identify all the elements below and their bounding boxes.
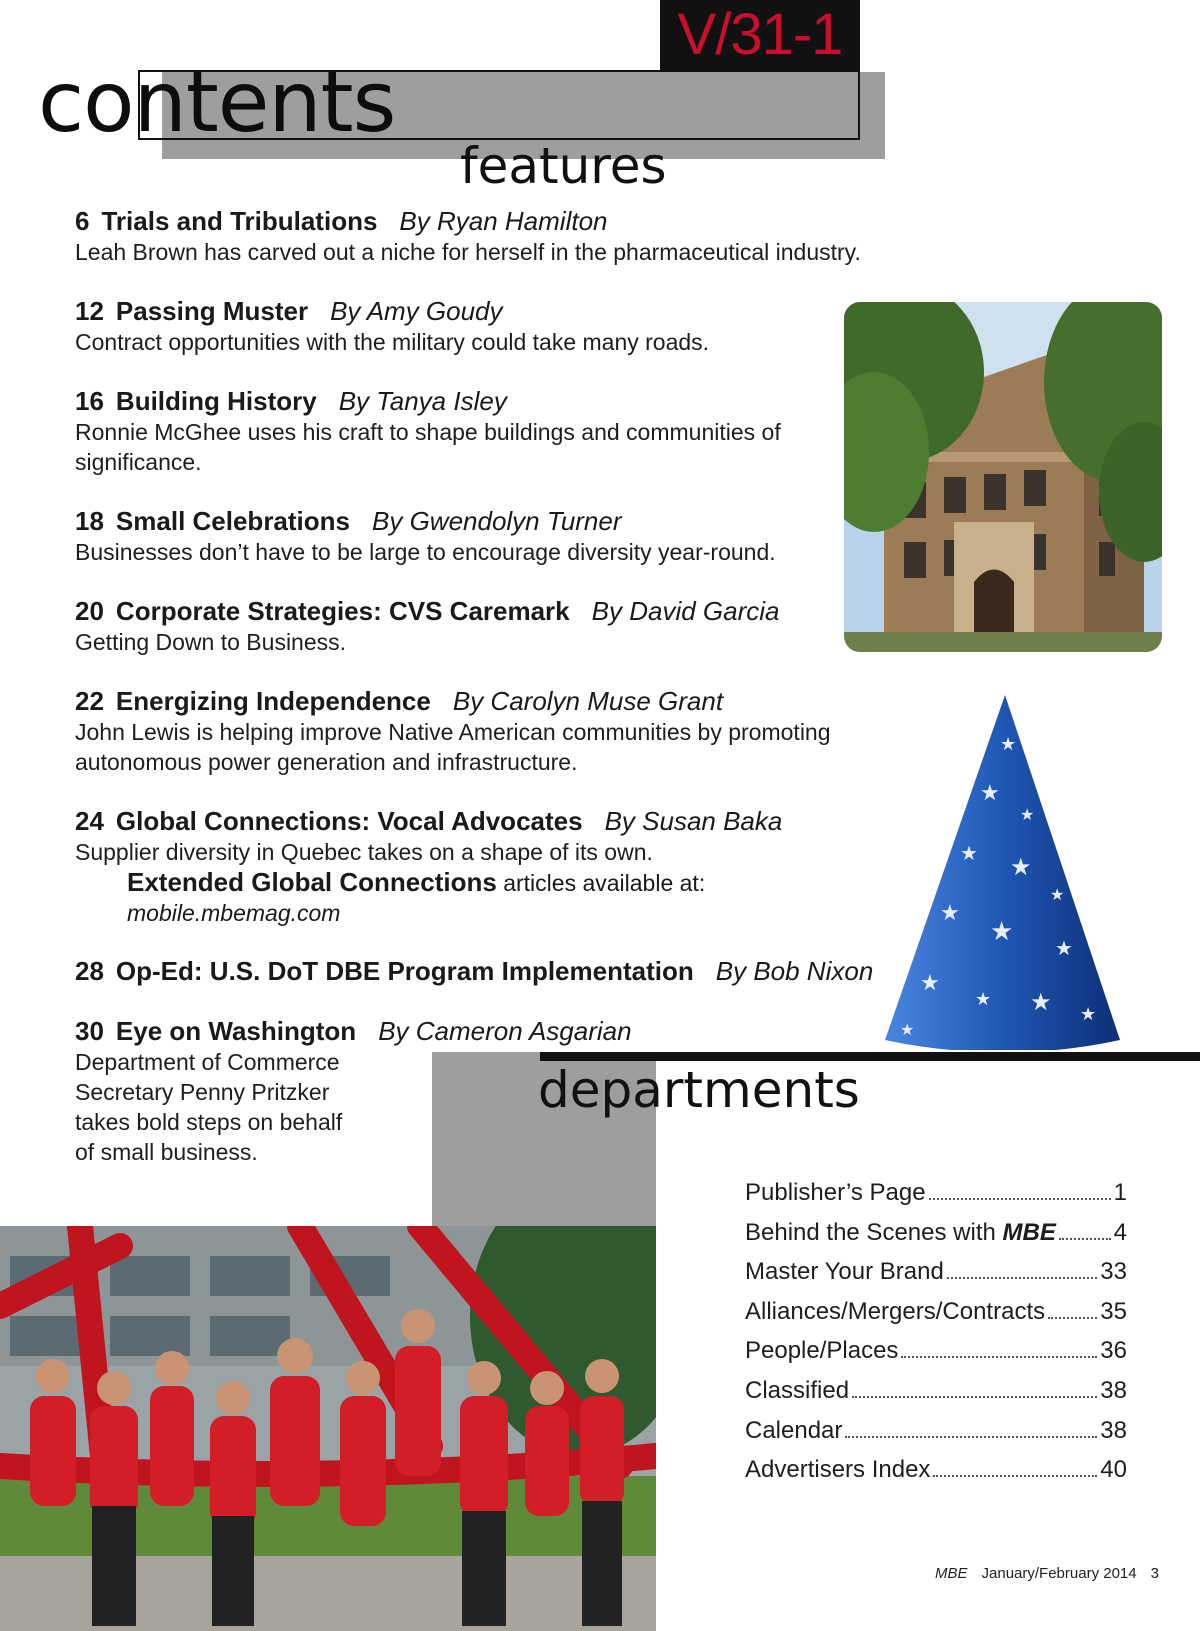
department-page: 33: [1100, 1258, 1127, 1286]
svg-text:★: ★: [1080, 1004, 1097, 1025]
footer-date: January/February 2014: [981, 1565, 1137, 1582]
department-item[interactable]: [745, 1213, 1127, 1253]
feature-page: 20: [75, 596, 104, 626]
feature-page: 24: [75, 806, 104, 836]
svg-text:★: ★: [980, 781, 1000, 806]
feature-page: 12: [75, 296, 104, 326]
feature-description: Ronnie McGhee uses his craft to shape buildings and communities of significance.: [75, 419, 781, 475]
feature-title: Small Celebrations: [115, 506, 350, 536]
feature-title: Global Connections: Vocal Advocates: [115, 806, 583, 836]
leader-dots: [845, 1435, 1097, 1438]
feature-entry[interactable]: [75, 205, 875, 267]
feature-entry[interactable]: [75, 685, 855, 777]
department-page: 1: [1113, 1179, 1127, 1206]
feature-entry[interactable]: [75, 955, 895, 987]
department-label: Advertisers Index: [745, 1456, 931, 1484]
svg-text:★: ★: [900, 1020, 915, 1039]
feature-entry[interactable]: [75, 595, 835, 657]
departments-list: [745, 1173, 1127, 1490]
feature-byline: By Gwendolyn Turner: [372, 506, 622, 536]
leader-dots: [947, 1276, 1098, 1279]
feature-description: Department of Commerce Secretary Penny Pritzker takes bold steps on behalf of small business.: [75, 1049, 343, 1165]
department-item[interactable]: [745, 1331, 1127, 1371]
svg-text:★: ★: [920, 971, 940, 996]
feature-page: 30: [75, 1016, 104, 1046]
svg-text:★: ★: [1020, 805, 1035, 824]
contents-title: contents: [38, 53, 396, 151]
leader-dots: [901, 1355, 1097, 1358]
feature-byline: By Carolyn Muse Grant: [452, 686, 724, 716]
issue-number: V/31-1: [677, 2, 843, 67]
department-item[interactable]: [745, 1450, 1127, 1490]
svg-text:★: ★: [1030, 988, 1052, 1016]
department-label: Alliances/Mergers/Contracts: [745, 1297, 1046, 1325]
feature-description: Getting Down to Business.: [75, 629, 347, 655]
svg-text:★: ★: [1055, 936, 1073, 960]
department-page: 38: [1100, 1416, 1127, 1444]
leader-dots: [1059, 1237, 1111, 1240]
svg-text:★: ★: [1010, 853, 1032, 881]
extended-bold: Extended Global Connections: [127, 867, 497, 897]
feature-byline: By Amy Goudy: [330, 296, 503, 326]
feature-title: Building History: [115, 386, 317, 416]
department-page: 40: [1100, 1456, 1127, 1484]
svg-text:★: ★: [960, 841, 978, 865]
feature-page: 28: [75, 956, 104, 986]
feature-title: Energizing Independence: [115, 686, 431, 716]
feature-page: 16: [75, 386, 104, 416]
department-item[interactable]: [745, 1371, 1127, 1411]
department-label: Publisher’s Page: [745, 1179, 926, 1206]
feature-description: Businesses don’t have to be large to encourage diversity year-round.: [75, 539, 776, 565]
department-label: Classified: [745, 1376, 850, 1404]
page-footer: [935, 1565, 1159, 1582]
feature-entry[interactable]: [75, 805, 855, 928]
feature-description: Leah Brown has carved out a niche for herself in the pharmaceutical industry.: [75, 239, 861, 265]
leader-dots: [1048, 1316, 1097, 1319]
feature-byline: By Susan Baka: [604, 806, 783, 836]
feature-byline: By Tanya Isley: [338, 386, 507, 416]
leader-dots: [852, 1395, 1097, 1398]
party-hat-illustration: [880, 690, 1130, 1050]
extended-url-link[interactable]: mobile.mbemag.com: [127, 900, 341, 926]
department-page: 35: [1100, 1297, 1127, 1325]
feature-title: Corporate Strategies: CVS Caremark: [115, 596, 570, 626]
feature-page: 22: [75, 686, 104, 716]
leader-dots: [929, 1197, 1111, 1200]
feature-entry[interactable]: [75, 295, 815, 357]
leader-dots: [933, 1474, 1097, 1477]
feature-page: 6: [75, 206, 90, 236]
feature-description: Contract opportunities with the military could take many roads.: [75, 329, 710, 355]
department-item[interactable]: [745, 1173, 1127, 1213]
department-label: Master Your Brand: [745, 1258, 944, 1286]
feature-byline: By Bob Nixon: [715, 956, 874, 986]
department-page: 38: [1100, 1376, 1127, 1404]
feature-page: 18: [75, 506, 104, 536]
svg-text:★: ★: [990, 917, 1014, 947]
department-label: People/Places: [745, 1337, 899, 1365]
group-photo: [0, 1226, 656, 1631]
department-page: 36: [1100, 1337, 1127, 1365]
svg-text:★: ★: [940, 901, 960, 926]
feature-title: Trials and Tribulations: [101, 206, 378, 236]
features-heading: features: [460, 137, 667, 195]
departments-heading: departments: [538, 1061, 860, 1119]
feature-title: Eye on Washington: [115, 1016, 357, 1046]
feature-title: Op-Ed: U.S. DoT DBE Program Implementation: [115, 956, 694, 986]
department-page: 4: [1113, 1218, 1127, 1246]
footer-magazine: MBE: [935, 1565, 968, 1582]
feature-description: Supplier diversity in Quebec takes on a shape of its own.: [75, 839, 653, 865]
feature-title: Passing Muster: [115, 296, 309, 326]
department-item[interactable]: [745, 1292, 1127, 1332]
extended-text: articles available at:: [496, 870, 706, 896]
footer-page-number: 3: [1150, 1565, 1159, 1582]
feature-byline: By Cameron Asgarian: [378, 1016, 632, 1046]
department-item[interactable]: [745, 1411, 1127, 1451]
department-label: Behind the Scenes with MBE: [745, 1218, 1056, 1246]
feature-entry[interactable]: [75, 505, 815, 567]
feature-byline: By Ryan Hamilton: [399, 206, 608, 236]
department-label: Calendar: [745, 1416, 843, 1444]
svg-text:★: ★: [975, 989, 992, 1010]
feature-entry[interactable]: [75, 385, 795, 477]
svg-text:★: ★: [1050, 885, 1065, 904]
svg-text:★: ★: [1000, 734, 1017, 755]
extended-connections-note: [127, 867, 855, 898]
feature-byline: By David Garcia: [591, 596, 780, 626]
feature-description: John Lewis is helping improve Native American communities by promoting autonomous power generation and infrastructure.: [75, 719, 831, 775]
department-item[interactable]: [745, 1252, 1127, 1292]
building-photo: [844, 302, 1162, 652]
